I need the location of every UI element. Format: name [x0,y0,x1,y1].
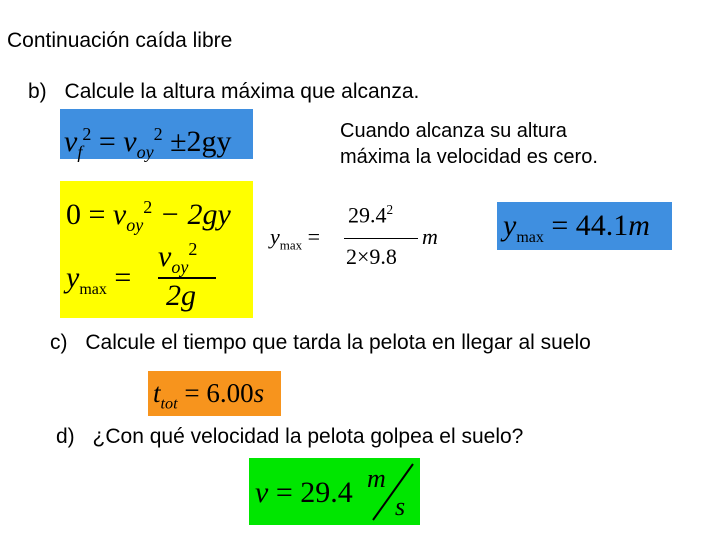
item-c-label: c) [50,331,68,354]
velocity-result-box: v = 29.4 m s [249,458,420,525]
item-b-label: b) [28,80,47,103]
item-d [56,425,523,449]
note-line-2: máxima la velocidad es cero. [340,146,598,168]
fraction-slash [369,462,415,522]
kinematic-equation-box: $v_f^2 = v_{oy}^2 \pm 2gy$ [60,109,253,159]
zero-velocity-equation: $0 = v_{oy}^2 - 2gy$ [66,197,231,235]
item-b-text: Calcule la altura máxima que alcanza. [64,80,420,103]
ymax-calculation: $y_{max}$ = $29.4^2$ 2×9.8 m [270,202,438,269]
item-b [28,80,419,104]
item-d-label: d) [56,425,75,448]
ymax-equation: $y_{max}$ = $v_{oy}^2$ 2g [66,243,246,313]
note-line-1: Cuando alcanza su altura [340,120,567,142]
derivation-box [60,181,253,318]
ymax-result-box: $y_{max} = 44.1m$ [497,202,672,250]
item-c [50,331,591,355]
item-d-text: ¿Con qué velocidad la pelota golpea el suelo? [92,425,524,448]
time-result-box: $t_{tot} = 6.00s$ [148,371,281,416]
item-c-text: Calcule el tiempo que tarda la pelota en llegar al suelo [85,331,591,354]
slide-title: Continuación caída libre [7,29,233,52]
